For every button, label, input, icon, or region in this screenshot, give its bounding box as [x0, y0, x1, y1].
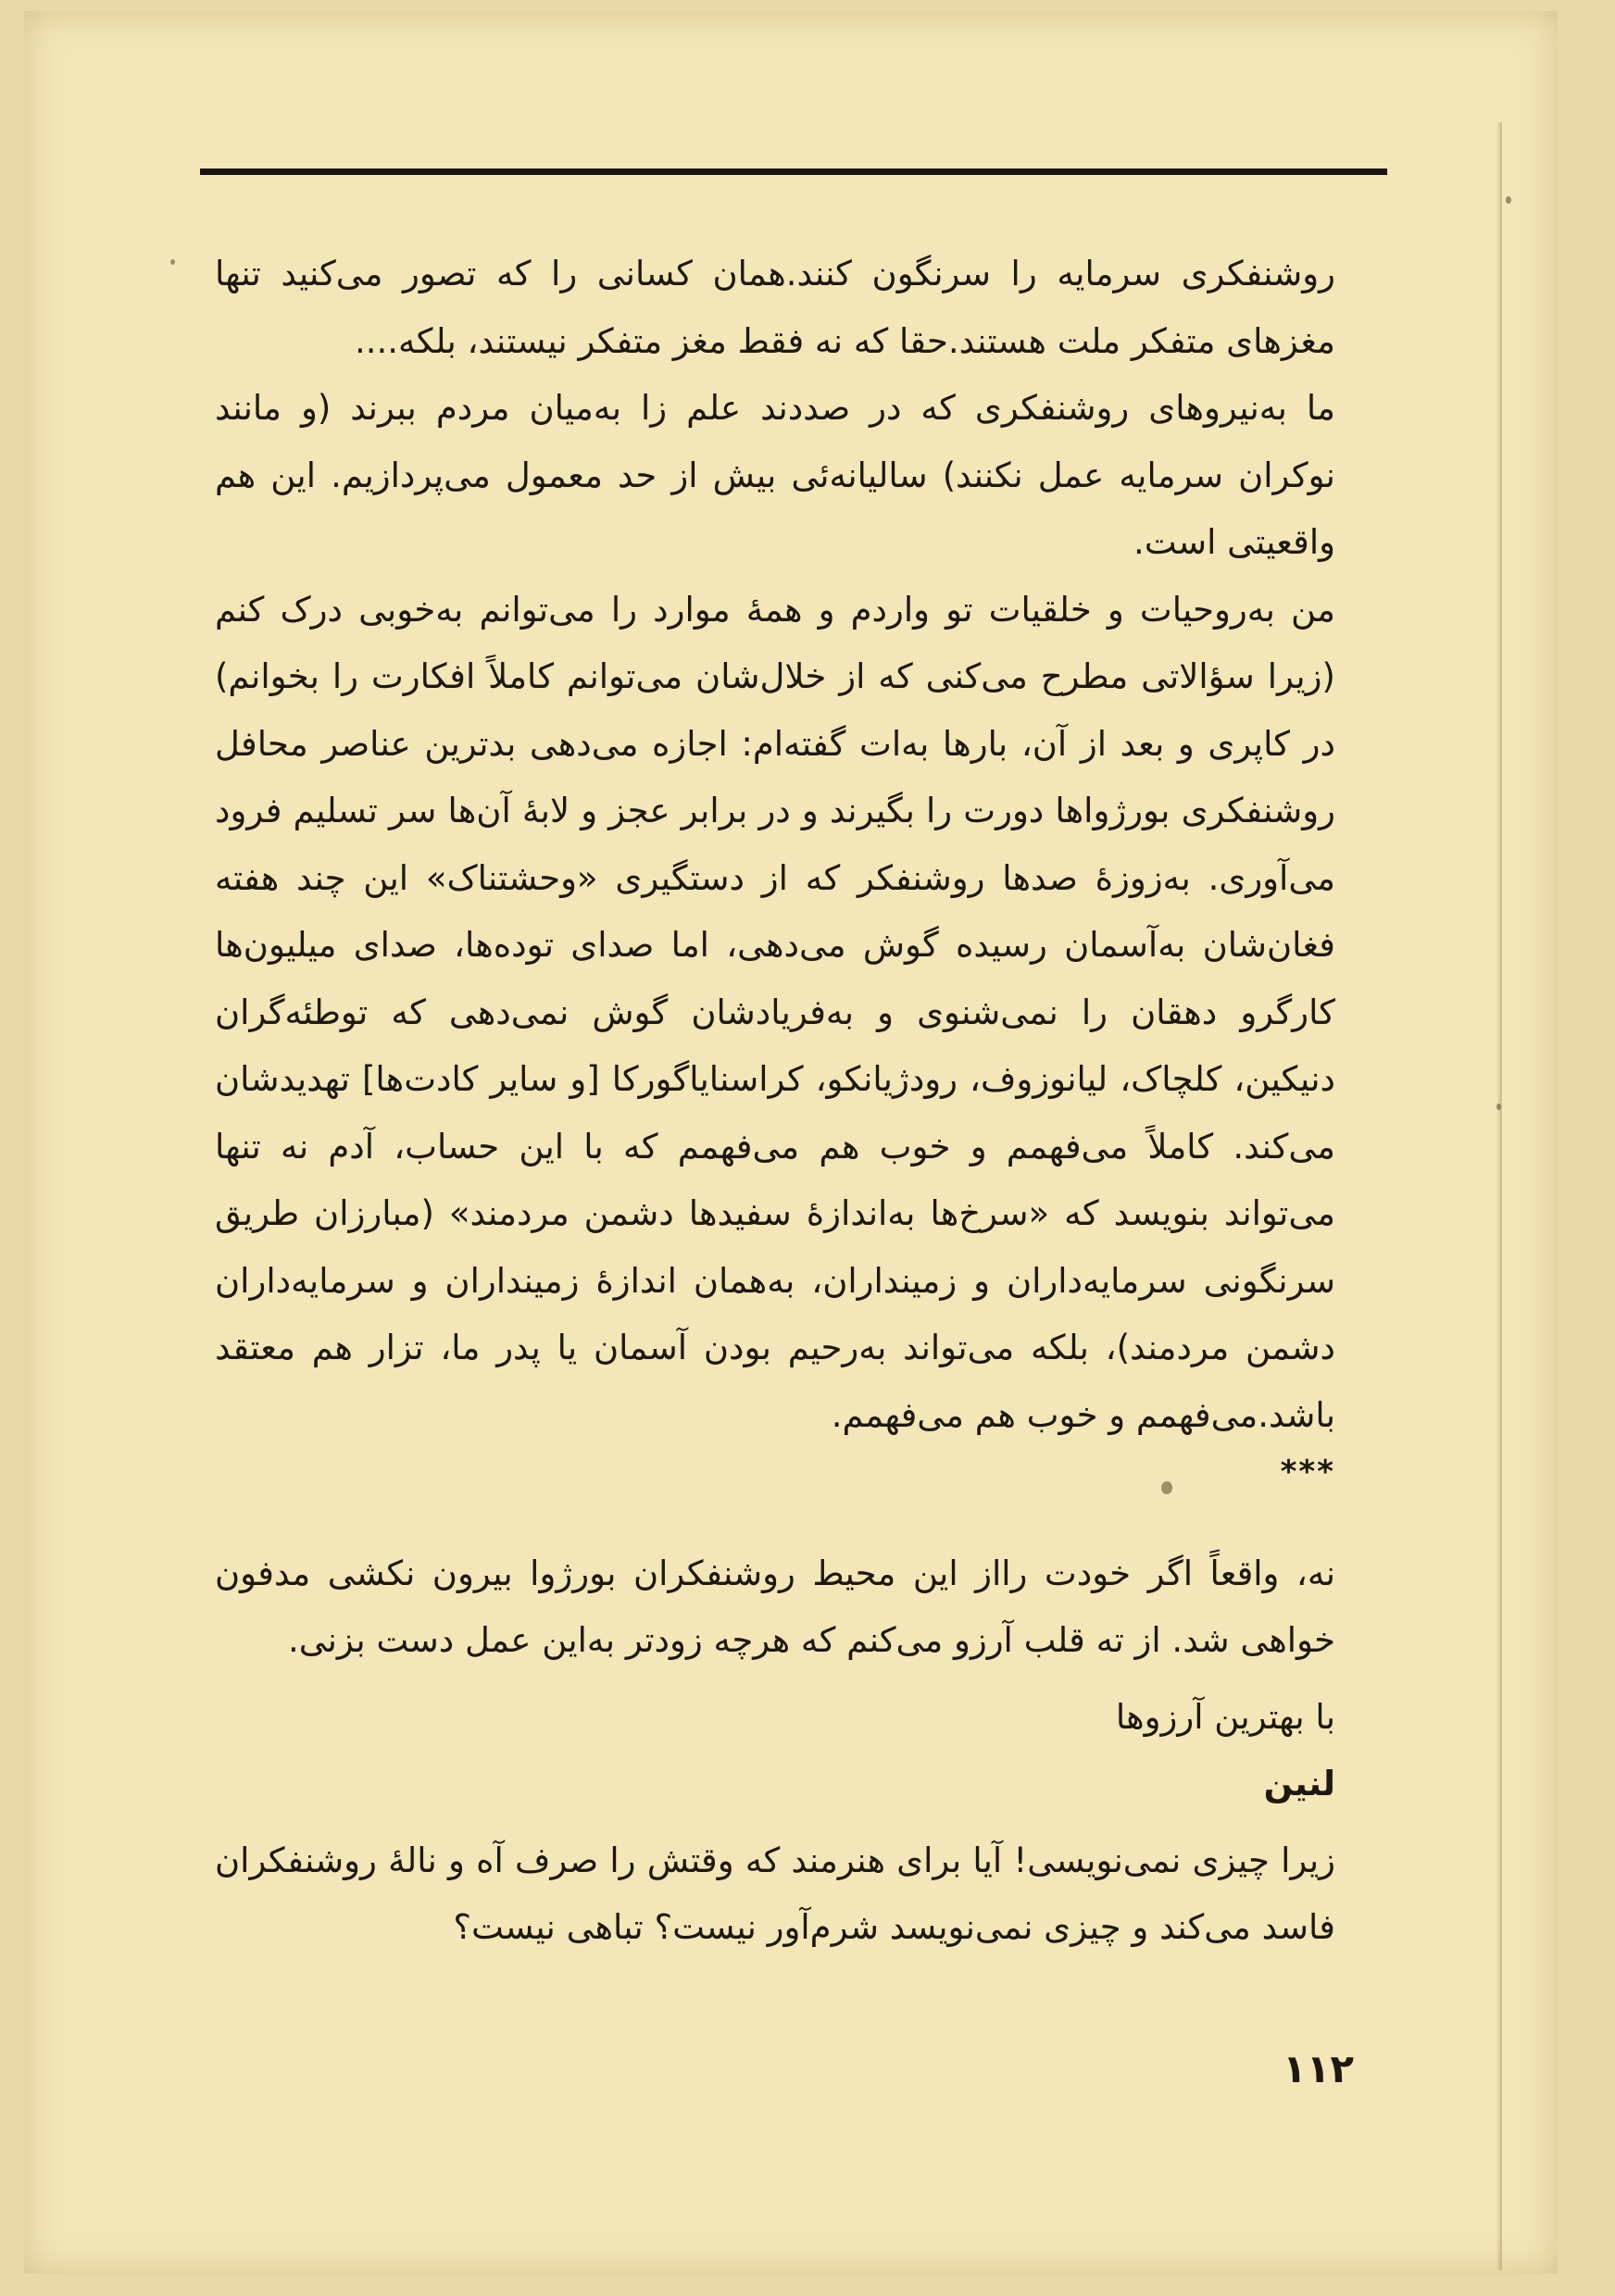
footnote: زیرا چیزی نمی‌نویسی! آیا برای هنرمند که وقتش را صرف آه و نالهٔ روشنفکران فاسد می‌کند و چیزی نمی‌نویسد شرم‌آور نیست؟ تباهی نیست؟: [215, 1840, 1335, 1948]
paragraph-1: روشنفکری سرمایه را سرنگون کنند.همان کسانی را که تصور می‌کنید تنها مغزهای متفکر ملت هستند.حقا که نه فقط مغز متفکر نیستند، بلکه....: [215, 254, 1335, 361]
section-separator: ***: [1280, 1454, 1335, 1491]
paragraph-2: ما به‌نیروهای روشنفکری که در صددند علم زا به‌میان مردم ببرند (و مانند نوکران سرمایه عمل نکنند) سالیانه‌ئی بیش از حد معمول می‌پردازیم. این هم واقعیتی است.: [215, 388, 1335, 563]
page-body: [215, 241, 1335, 1962]
header-rule: [200, 168, 1387, 175]
book-page: [24, 11, 1558, 2274]
paper-speck: [170, 259, 175, 265]
signature: لنین: [1263, 1764, 1335, 1804]
paper-speck: [1506, 196, 1511, 204]
paper-speck: [1496, 1104, 1501, 1110]
page-edge-shadow: [1496, 122, 1502, 2270]
closing-paragraph: نه، واقعاً اگر خودت رااز این محیط روشنفکران بورژوا بیرون نکشی مدفون خواهی شد. از ته قلب آرزو می‌کنم که هرچه زودتر به‌این عمل دست بزنی.: [215, 1553, 1335, 1661]
signoff: با بهترین آرزوها: [1115, 1696, 1335, 1737]
paragraph-3: من به‌روحیات و خلقیات تو واردم و همهٔ موارد را می‌توانم به‌خوبی درک کنم (زیرا سؤالاتی مطرح می‌کنی که از خلال‌شان می‌توانم کاملاً افکارت را بخوانم) در کاپری و بعد از آن، بارها به‌ات گفته‌ام: اجازه می‌دهی بدترین عناصر محافل روشنفکری بورژواها دورت را بگیرند و در برابر عجز و لابهٔ آن‌ها سر تسلیم فرود می‌آوری. به‌زوزهٔ صدها روشنفکر که از دستگیری «وحشتناک» این چند هفته فغان‌شان به‌آسمان رسیده گوش می‌دهی، اما صدای توده‌ها، صدای میلیون‌ها کارگرو دهقان را نمی‌شنوی و به‌فریادشان گوش نمی‌دهی که توطئه‌گران دنیکین، کلچاک، لیانوزوف، رودژیانکو، کراسنایاگورکا [و سایر کادت‌ها] تهدیدشان می‌کند. کاملاً می‌فهمم و خوب هم می‌فهمم که با این حساب، آدم نه تنها می‌تواند بنویسد که «سرخ‌ها به‌اندازهٔ سفیدها دشمن مردمند» (مبارزان طریق سرنگونی سرمایه‌داران و زمینداران، به‌همان اندازهٔ زمینداران و سرمایه‌داران دشمن مردمند)، بلکه می‌تواند به‌رحیم بودن آسمان یا پدر ما، تزار هم معتقد باشد.می‌فهمم و خوب هم می‌فهمم.: [215, 589, 1335, 1435]
paper-speck: [1161, 1481, 1172, 1494]
page-number: ۱۱۲: [1283, 2046, 1354, 2091]
